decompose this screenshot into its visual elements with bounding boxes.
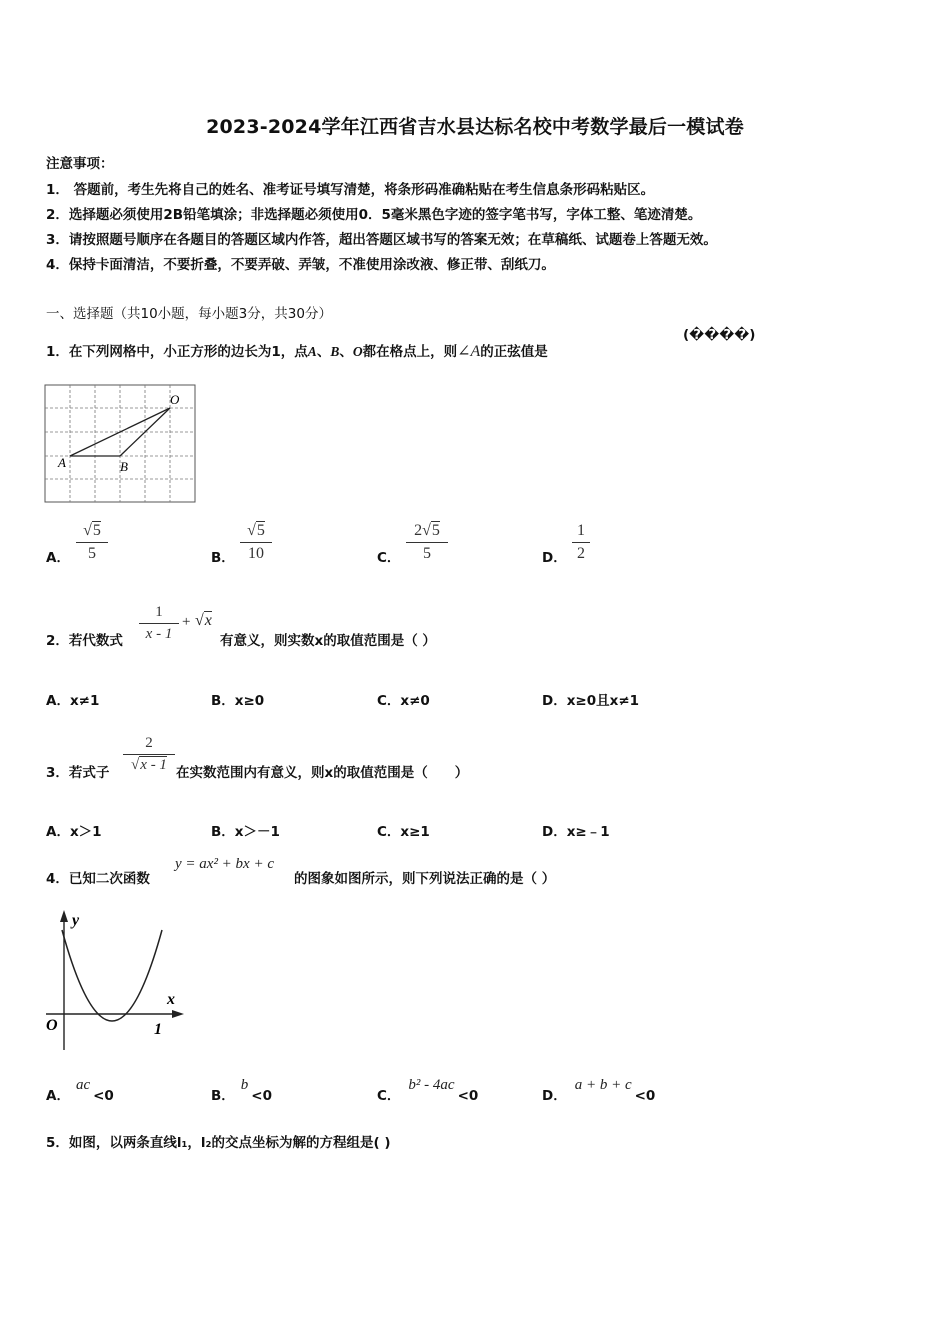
label-a: A — [58, 455, 66, 470]
q3-frac-num: 2 — [145, 735, 153, 751]
q2-option-d: D．x≥0且x≠1 — [542, 693, 640, 709]
q4-d-expr: a + b + c — [574, 1077, 632, 1093]
q4-prefix: 4．已知二次函数 — [46, 871, 150, 887]
q4-formula: y = ax² + bx + c — [175, 856, 274, 872]
q1-c-num: 5 — [431, 522, 440, 539]
q3-fraction: 2 √x - 1 — [123, 735, 175, 774]
q1-option-a-letter: A． — [46, 550, 70, 566]
q2-radicand: x — [204, 612, 212, 629]
q3-option-a: A．x＞1 — [46, 824, 102, 840]
q1-c-coef: 2 — [414, 522, 423, 539]
notice-item-1: 1． 答题前，考生先将自己的姓名、准考证号填写清楚，将条形码准确粘贴在考生信息条形码粘贴区。 — [46, 182, 655, 198]
q4-a-expr: ac — [75, 1077, 91, 1093]
label-o: O — [170, 392, 180, 407]
q3-option-b: B．x＞－1 — [211, 824, 280, 840]
q1-stem — [46, 340, 548, 361]
q2-frac-num: 1 — [155, 604, 163, 620]
q1-grid-figure — [44, 384, 198, 506]
q1-mid: 都在格点上，则 — [362, 344, 458, 360]
q1-suffix: 的正弦值是 — [480, 344, 548, 360]
q4-option-a — [46, 1077, 114, 1105]
q4-a-letter: A． — [46, 1088, 70, 1104]
q4-c-rel: <0 — [457, 1088, 479, 1104]
q4-b-letter: B． — [211, 1088, 235, 1104]
q4-d-letter: D． — [542, 1088, 567, 1104]
q4-option-b — [211, 1077, 273, 1105]
q1-option-c-frac: 2√5 5 — [406, 522, 448, 563]
q1-option-b-letter: B． — [211, 550, 235, 566]
label-b: B — [120, 459, 128, 474]
q2-prefix: 2．若代数式 — [46, 633, 123, 649]
label-origin: O — [46, 1017, 58, 1034]
label-one: 1 — [154, 1021, 162, 1038]
q4-c-letter: C． — [377, 1088, 401, 1104]
q1-b-num: 5 — [256, 522, 265, 539]
q2-option-a: A．x≠1 — [46, 693, 100, 709]
q1-sep-1: 、 — [316, 344, 331, 360]
q1-d-den: 2 — [577, 545, 585, 562]
q1-option-d-letter: D． — [542, 550, 567, 566]
q1-point-a: A — [307, 344, 317, 359]
q3-prefix: 3．若式子 — [46, 765, 110, 781]
x-axis-arrow — [172, 1010, 184, 1018]
q1-angle: ∠A — [457, 343, 481, 360]
q1-point-o: O — [352, 344, 363, 359]
q1-sep-2: 、 — [339, 344, 353, 360]
notice-item-4: 4．保持卡面清洁，不要折叠，不要弄破、弄皱，不准使用涂改液、修正带、刮纸刀。 — [46, 257, 555, 273]
q1-option-a-frac: √5 5 — [76, 522, 108, 563]
q1-option-c-letter: C． — [377, 550, 401, 566]
label-x: x — [167, 991, 175, 1008]
notice-item-2: 2．选择题必须使用2B铅笔填涂；非选择题必须使用0．5毫米黑色字迹的签字笔书写，字体工整、笔迹清楚。 — [46, 207, 702, 223]
q4-c-expr: b² - 4ac — [408, 1077, 455, 1093]
q2-sqrt: √x — [195, 612, 212, 629]
q4-b-rel: <0 — [251, 1088, 273, 1104]
q4-suffix: 的图象如图所示，则下列说法正确的是（ ） — [294, 871, 556, 887]
q1-d-num: 1 — [577, 522, 585, 539]
notice-item-3: 3．请按照题号顺序在各题目的答题区域内作答，超出答题区域书写的答案无效；在草稿纸、试题卷上答题无效。 — [46, 232, 717, 248]
q1-a-num: 5 — [92, 522, 101, 539]
q1-answer-paren: (����) — [683, 327, 756, 343]
q1-b-den: 10 — [248, 545, 264, 562]
q2-fraction — [139, 604, 179, 643]
q4-a-rel: <0 — [93, 1088, 114, 1104]
section-heading: 一、选择题（共10小题，每小题3分，共30分） — [46, 306, 332, 322]
q3-option-c: C．x≥1 — [377, 824, 430, 840]
q2-option-b: B．x≥0 — [211, 693, 265, 709]
page-title: 2023-2024学年江西省吉水县达标名校中考数学最后一模试卷 — [206, 116, 744, 138]
q1-c-den: 5 — [423, 545, 431, 562]
q2-frac-den: x - 1 — [145, 626, 173, 642]
label-y: y — [72, 912, 80, 929]
q4-d-rel: <0 — [634, 1088, 656, 1104]
q4-b-expr: b — [240, 1077, 249, 1093]
q1-a-den: 5 — [88, 545, 96, 562]
q2-suffix: 有意义，则实数x的取值范围是（ ） — [220, 633, 436, 649]
q1-option-b-frac: √5 10 — [240, 522, 272, 563]
q3-radicand: x - 1 — [140, 757, 167, 773]
q4-option-c — [377, 1077, 479, 1105]
q4-parabola-figure — [42, 908, 192, 1058]
q3-suffix: 在实数范围内有意义，则x的取值范围是（ ） — [176, 765, 469, 781]
q3-option-d: D．x≥﹣1 — [542, 824, 610, 840]
q2-option-c: C．x≠0 — [377, 693, 430, 709]
parabola-curve — [62, 930, 162, 1021]
q2-plus: + — [182, 614, 191, 630]
q5-stem: 5．如图，以两条直线l₁，l₂的交点坐标为解的方程组是( ) — [46, 1135, 391, 1151]
q1-option-d-frac — [572, 522, 590, 563]
notice-heading: 注意事项： — [46, 156, 114, 172]
y-axis-arrow — [60, 910, 68, 922]
q4-option-d — [542, 1077, 656, 1105]
q1-prefix: 1．在下列网格中，小正方形的边长为1，点 — [46, 344, 308, 360]
q1-point-b: B — [330, 344, 340, 359]
